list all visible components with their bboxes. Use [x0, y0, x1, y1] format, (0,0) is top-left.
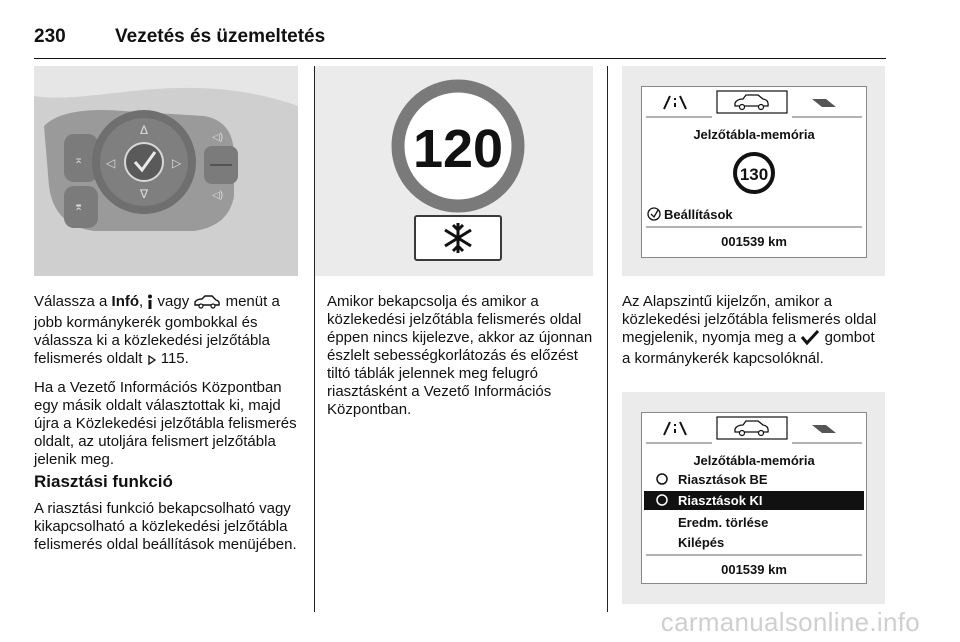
car-tab: [717, 417, 787, 439]
memory-title: Jelzőtábla-memória: [693, 453, 815, 468]
radio-icon: [657, 474, 667, 484]
road-icon: [812, 99, 836, 107]
ok-button: [125, 143, 163, 181]
driver-info-display-1: [641, 86, 867, 258]
page-reference: 115.: [160, 350, 189, 367]
memory-speed-value: 130: [739, 165, 769, 184]
driver-info-display-2: [641, 412, 867, 584]
menu-item-exit: Kilépés: [678, 535, 725, 550]
column3-paragraph: Az Alapszintű kijelzőn, amikor a közlekedési jelzőtábla felismerés oldal megjelenik, nyomja meg a gombot a kormánykerék kapcsolóknál.: [622, 293, 877, 367]
page-title: Vezetés és üzemeltetés: [115, 26, 326, 47]
alert-settings-figure: [622, 392, 885, 604]
page-header: [34, 24, 886, 59]
instruction-paragraph: Válassza a Infó, vagy menüt a jobb kormánykerék gombokkal és válassza ki a közlekedési jelzőtábla felismerés oldalt 115.: [34, 293, 300, 371]
svg-text:⌅: ⌅: [74, 154, 84, 166]
svg-text:⌆: ⌆: [74, 201, 84, 213]
menu-item-alerts-off: Riasztások KI: [678, 493, 763, 508]
page-number: 230: [34, 26, 66, 47]
menu-item-alerts-on: Riasztások BE: [678, 472, 768, 487]
speed-limit-sign-figure: [315, 66, 593, 276]
memory-title: Jelzőtábla-memória: [693, 127, 815, 142]
svg-text:Δ: Δ: [140, 123, 149, 137]
lane-icon: [664, 422, 686, 435]
svg-text:◁: ◁: [106, 156, 116, 170]
info-menu-label: Infó: [111, 293, 140, 310]
alert-function-paragraph: A riasztási funkció bekapcsolható vagy kikapcsolható a közlekedési jelzőtábla felismerés oldal beállítások menüjében.: [34, 500, 297, 553]
column2-paragraph: Amikor bekapcsolja és amikor a közlekedési jelzőtábla felismerés oldal éppen nincs kijelezve, akkor az újonnan észlelt sebességkorlátozás és előzést tiltó táblák jelennek meg felugró riasztásként a Vezető Információs Központban.: [327, 293, 593, 418]
checkmark-button-icon: [800, 329, 820, 350]
steering-wheel-controls-figure: [34, 66, 298, 276]
menu-item-clear-results: Eredm. törlése: [678, 515, 769, 530]
column-divider-2: [607, 66, 608, 612]
checkmark-icon: [648, 208, 660, 220]
svg-text:▷: ▷: [172, 156, 182, 170]
svg-text:∇: ∇: [140, 187, 149, 201]
settings-label: Beállítások: [664, 207, 733, 222]
display-memory-figure: [622, 66, 885, 276]
car-tab: [717, 91, 787, 113]
svg-text:◁): ◁): [212, 190, 224, 201]
second-paragraph: Ha a Vezető Információs Központban egy másik oldalt választottak ki, majd újra a Közlekedési jelzőtábla felismerés oldalt, az utoljára felismert jelzőtábla jelenik meg.: [34, 379, 297, 468]
speed-limit-value: 120: [412, 119, 504, 179]
odometer-value: 001539 km: [721, 234, 787, 249]
page-reference-icon: [147, 353, 157, 371]
road-icon: [812, 425, 836, 433]
svg-text:◁): ◁): [212, 132, 224, 143]
column1-text: [34, 293, 300, 477]
alert-function-heading: Riasztási funkció: [34, 472, 173, 491]
watermark: carmanualsonline.info: [660, 607, 920, 637]
odometer-value: 001539 km: [721, 562, 787, 577]
lane-icon: [664, 96, 686, 109]
car-icon: [193, 294, 221, 314]
